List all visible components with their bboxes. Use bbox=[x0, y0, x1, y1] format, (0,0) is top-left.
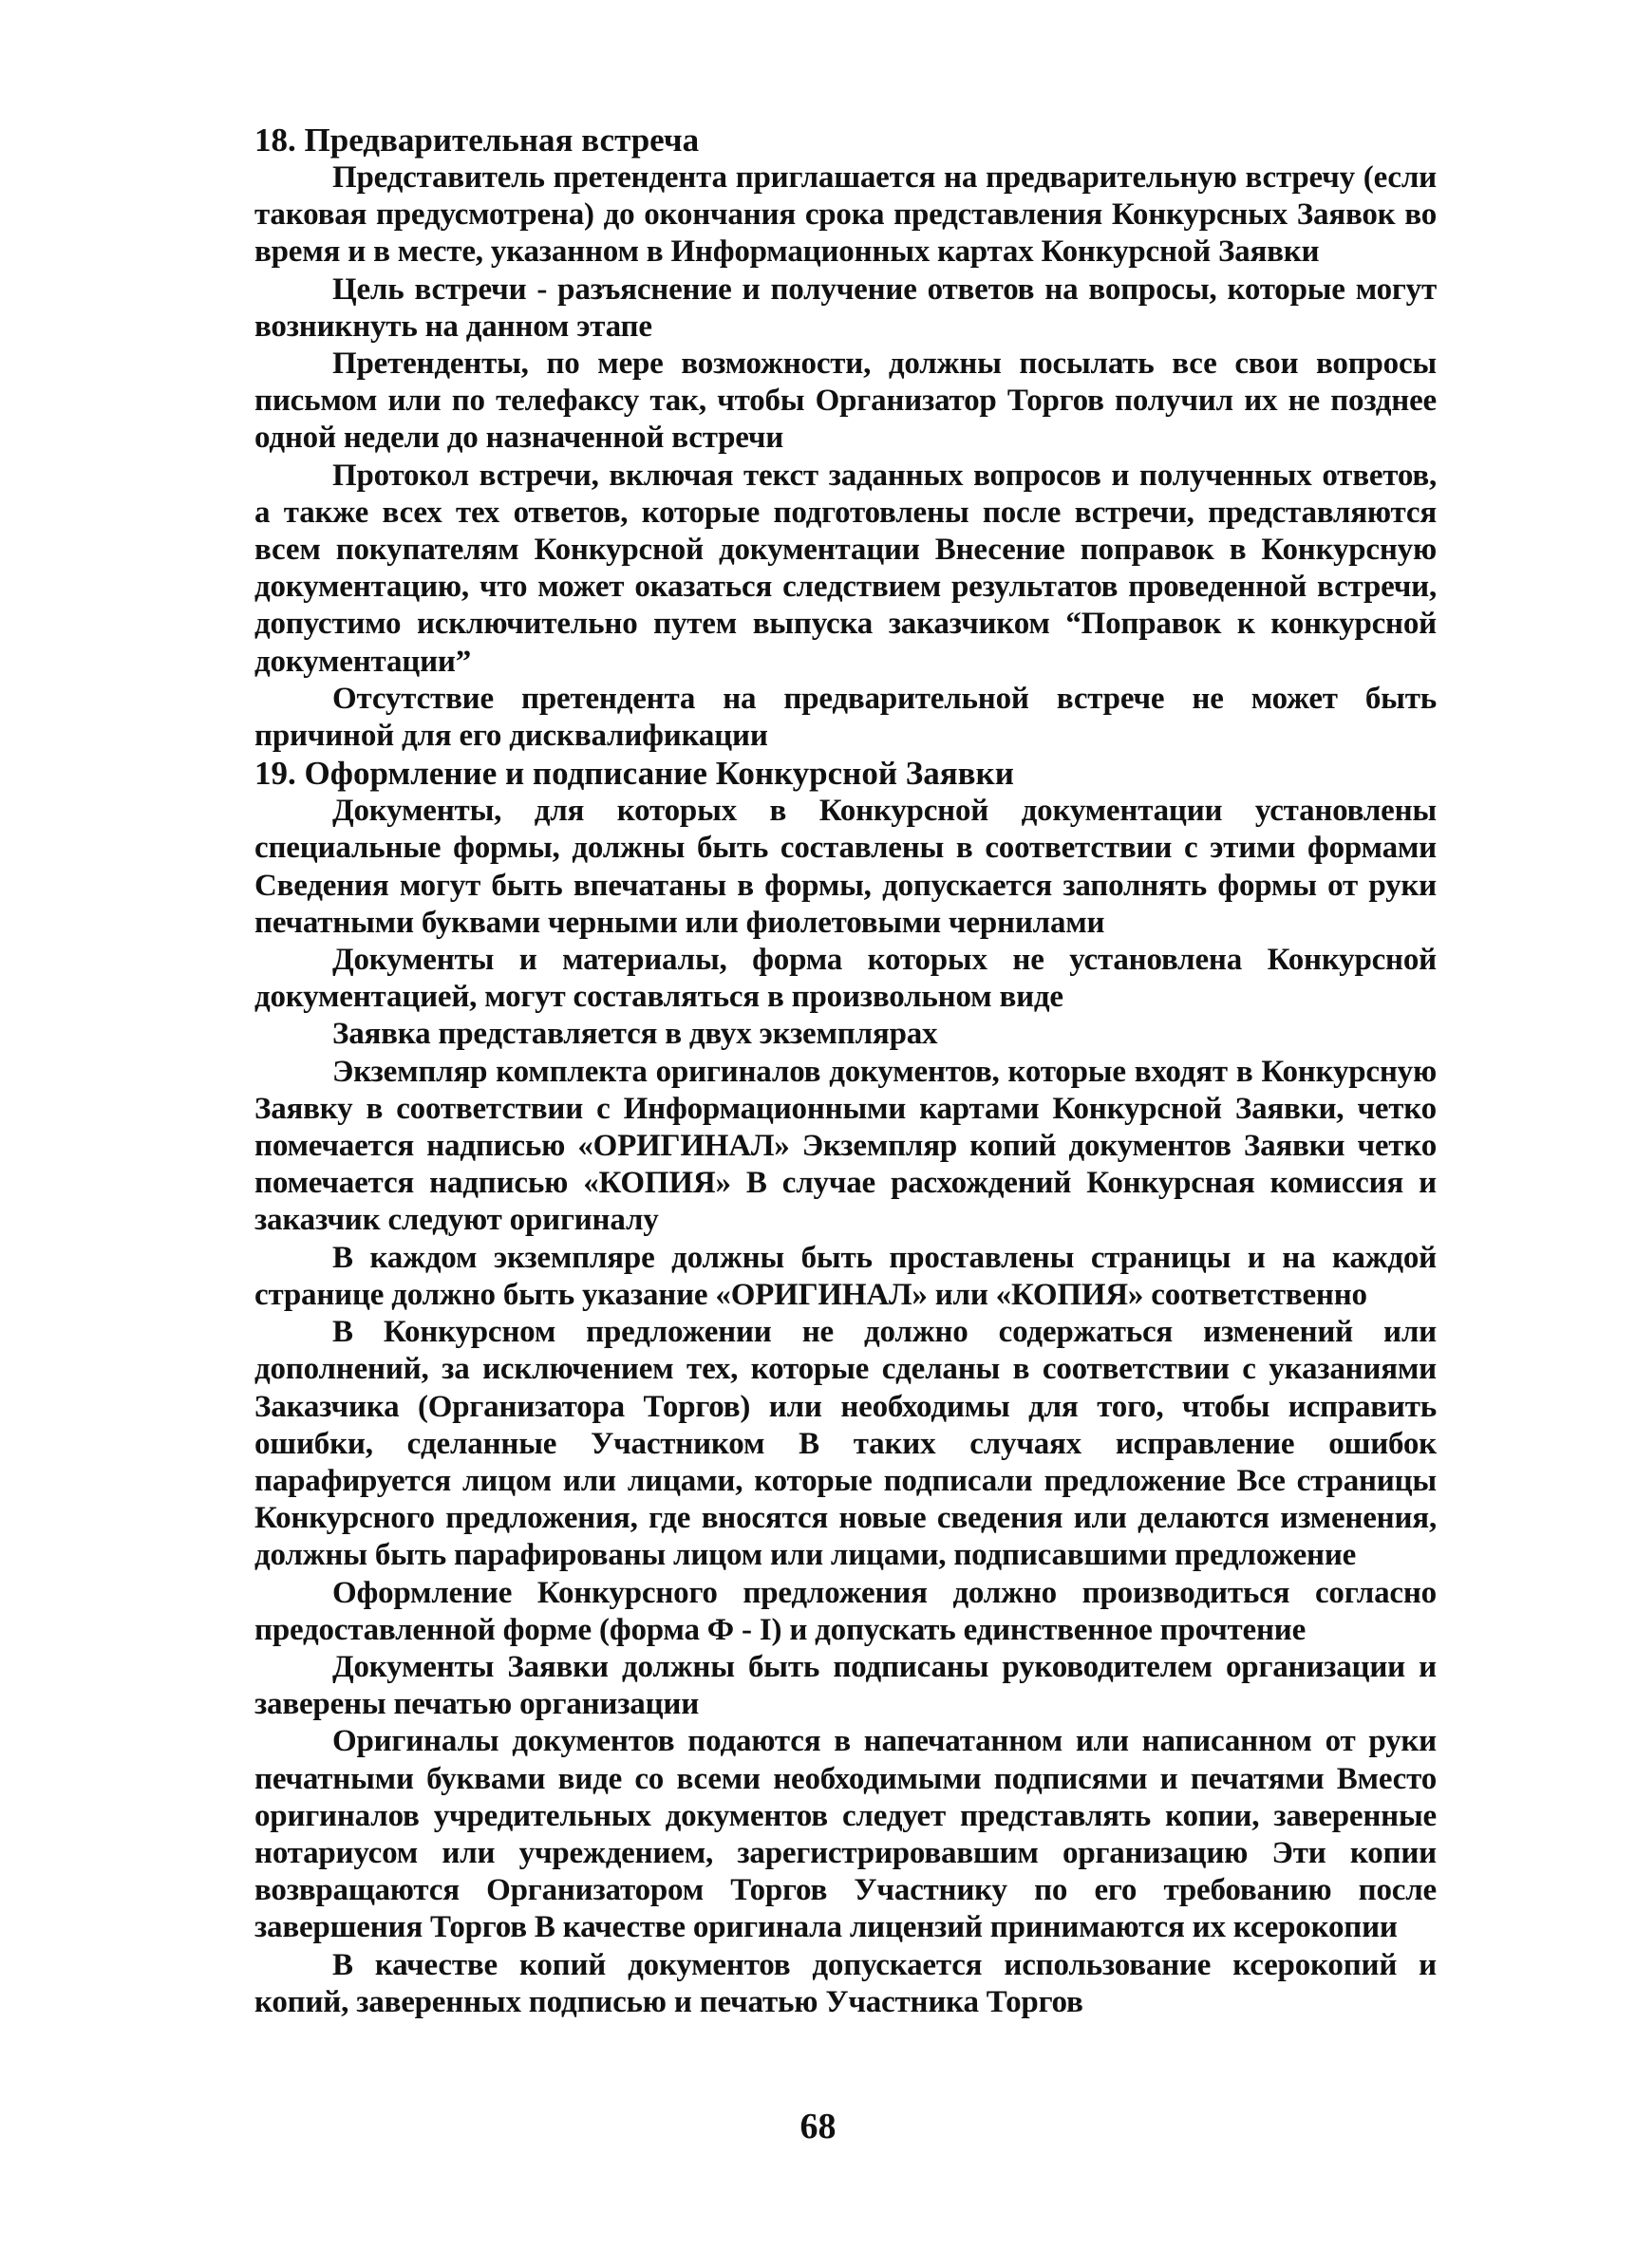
paragraph: Документы и материалы, форма которых не установлена Конкурсной документацией, могут составляться в произвольном виде bbox=[254, 943, 1437, 1015]
paragraph: Протокол встречи, включая текст заданных вопросов и полученных ответов, а также всех тех ответов, которые подготовлены после встречи, представляются всем покупателям Конкурсной документации Внесение поправок в Конкурсную документацию, что может оказаться следствием результатов проведенной встречи, допустимо исключительно путем выпуска заказчиком “Поправок к конкурсной документации” bbox=[254, 458, 1437, 679]
section-heading: 18. Предварительная встреча bbox=[254, 122, 700, 159]
paragraph: В качестве копий документов допускается использование ксерокопий и копий, заверенных подписью и печатью Участника Торгов bbox=[254, 1947, 1437, 2019]
paragraph: В Конкурсном предложении не должно содержаться изменений или дополнений, за исключением тех, которые сделаны в соответствии с указаниями Заказчика (Организатора Торгов) или необходимы для того, чтобы исправить ошибки, сделанные Участником В таких случаях исправление ошибок парафируется лицом или лицами, которые подписали предложение Все страницы Конкурсного предложения, где вносятся новые сведения или делаются изменения, должны быть парафированы лицом или лицами, подписавшими предложение bbox=[254, 1315, 1437, 1573]
paragraph: Оформление Конкурсного предложения должно производиться согласно предоставленной форме (форма Ф - I) и допускать единственное прочтение bbox=[254, 1575, 1437, 1647]
paragraph: Отсутствие претендента на предварительной встрече не может быть причиной для его дисквалификации bbox=[254, 681, 1437, 754]
paragraph: Оригиналы документов подаются в напечатанном или написанном от руки печатными буквами виде со всеми необходимыми подписями и печатями Вместо оригиналов учредительных документов следует представлять копии, заверенные нотариусом или учреждением, зарегистрировавшим организацию Эти копии возвращаются Организатором Торгов Участнику по его требованию после завершения Торгов В качестве оригинала лицензий принимаются их ксерокопии bbox=[254, 1724, 1437, 1945]
paragraph: Документы Заявки должны быть подписаны руководителем организации и заверены печатью организации bbox=[254, 1649, 1437, 1722]
section-18 bbox=[254, 122, 1437, 755]
paragraph: Документы, для которых в Конкурсной документации установлены специальные формы, должны быть составлены в соответствии с этими формами Сведения могут быть впечатаны в формы, допускается заполнять формы от руки печатными буквами черными или фиолетовыми чернилами bbox=[254, 794, 1437, 940]
section-19 bbox=[254, 755, 1437, 2021]
paragraph: В каждом экземпляре должны быть проставлены страницы и на каждой странице должно быть указание «ОРИГИНАЛ» или «КОПИЯ» соответственно bbox=[254, 1240, 1437, 1312]
section-heading: 19. Оформление и подписание Конкурсной Заявки bbox=[254, 755, 1014, 793]
paragraph: Заявка представляется в двух экземплярах bbox=[332, 1017, 938, 1052]
paragraph: Претенденты, по мере возможности, должны посылать все свои вопросы письмом или по телефаксу так, чтобы Организатор Торгов получил их не позднее одной недели до назначенной встречи bbox=[254, 347, 1437, 456]
paragraph: Представитель претендента приглашается на предварительную встречу (если таковая предусмотрена) до окончания срока представления Конкурсных Заявок во время и в месте, указанном в Информационных картах Конкурсной Заявки bbox=[254, 160, 1437, 270]
paragraph: Экземпляр комплекта оригиналов документов, которые входят в Конкурсную Заявку в соответствии с Информационными картами Конкурсной Заявки, четко помечается надписью «ОРИГИНАЛ» Экземпляр копий документов Заявки четко помечается надписью «КОПИЯ» В случае расхождений Конкурсная комиссия и заказчик следуют оригиналу bbox=[254, 1054, 1437, 1238]
paragraph: Цель встречи - разъяснение и получение ответов на вопросы, которые могут возникнуть на данном этапе bbox=[254, 272, 1437, 344]
page-number: 68 bbox=[799, 2107, 837, 2146]
document-page bbox=[254, 122, 1437, 2021]
